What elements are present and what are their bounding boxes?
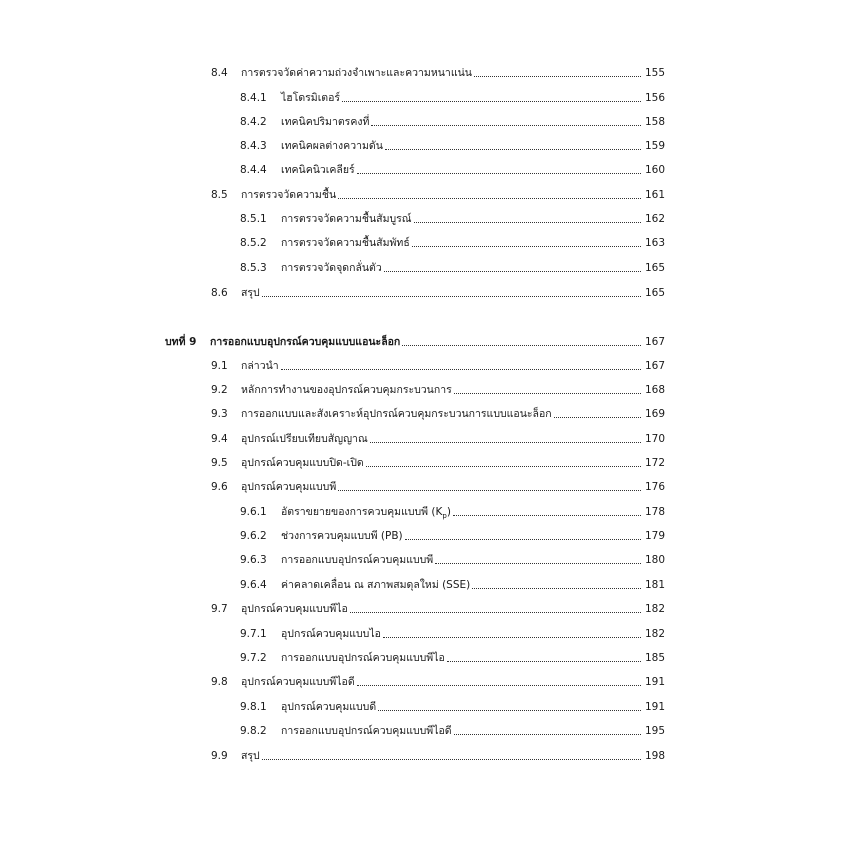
toc-number: 8.4.2: [240, 116, 267, 128]
toc-entry: [211, 669, 665, 689]
toc-entry: [211, 474, 665, 494]
toc-page-number: 165: [644, 262, 665, 274]
dot-leader: [405, 539, 641, 540]
toc-title: เทคนิคนิวเคลียร์: [281, 164, 355, 176]
toc-title: การออกแบบอุปกรณ์ควบคุมแบบพีไอ: [281, 652, 445, 664]
toc-page-number: 160: [644, 164, 665, 176]
dot-leader: [412, 246, 641, 247]
toc-number: 9.6.3: [240, 554, 267, 566]
toc-title: [281, 505, 453, 519]
toc-number: 8.4: [211, 67, 228, 79]
subscript-p: p: [442, 512, 447, 521]
toc-entry: [211, 353, 665, 373]
toc-page-number: 158: [644, 116, 665, 128]
toc-page-number: 163: [644, 237, 665, 249]
toc-page-number: 178: [644, 506, 665, 518]
toc-title: เทคนิคปริมาตรคงที่: [281, 116, 370, 128]
dot-leader: [454, 393, 641, 394]
toc-title: การตรวจวัดความชื้น: [241, 189, 337, 201]
dot-leader: [472, 588, 641, 589]
toc-page-number: 156: [644, 92, 665, 104]
toc-page-number: 176: [644, 481, 665, 493]
toc-page-number: 161: [644, 189, 665, 201]
toc-number: 9.8.2: [240, 725, 267, 737]
toc-entry: [211, 401, 665, 421]
toc-title: อุปกรณ์เปรียบเทียบสัญญาณ: [241, 433, 368, 445]
dot-leader: [370, 442, 641, 443]
dot-leader: [378, 710, 641, 711]
toc-page-number: 167: [644, 336, 665, 348]
toc-chapter-entry: [165, 329, 665, 349]
toc-number: 9.5: [211, 457, 228, 469]
toc-title: อุปกรณ์ควบคุมแบบไอ: [281, 628, 381, 640]
toc-title: อุปกรณ์ควบคุมแบบพีไอดี: [241, 676, 355, 688]
toc-page-number: 191: [644, 676, 665, 688]
toc-entry: [240, 621, 665, 641]
toc-number: 9.3: [211, 408, 228, 420]
toc-entry: [240, 547, 665, 567]
toc-entry: [240, 133, 665, 153]
toc-title: ช่วงการควบคุมแบบพี (PB): [281, 530, 403, 542]
dot-leader: [366, 466, 641, 467]
toc-number: 9.6.2: [240, 530, 267, 542]
dot-leader: [262, 759, 641, 760]
toc-number: 9.2: [211, 384, 228, 396]
toc-title: อุปกรณ์ควบคุมแบบดี: [281, 701, 377, 713]
toc-page-number: 198: [644, 750, 665, 762]
dot-leader: [554, 417, 641, 418]
toc-page-number: 169: [644, 408, 665, 420]
toc-page-number: 191: [644, 701, 665, 713]
toc-page-number: 172: [644, 457, 665, 469]
toc-number: 9.7.2: [240, 652, 267, 664]
toc-page-number: 159: [644, 140, 665, 152]
dot-leader: [435, 563, 641, 564]
toc-page-number: 167: [644, 360, 665, 372]
toc-title: การตรวจวัดจุดกลั่นตัว: [281, 262, 382, 274]
toc-title: อุปกรณ์ควบคุมแบบพีไอ: [241, 603, 348, 615]
toc-entry: [240, 499, 665, 519]
dot-leader: [371, 125, 641, 126]
dot-leader: [454, 734, 641, 735]
toc-entry: [211, 596, 665, 616]
toc-entry: [240, 230, 665, 250]
dot-leader: [447, 661, 641, 662]
dot-leader: [453, 515, 641, 516]
dot-leader: [357, 173, 641, 174]
toc-title: หลักการทำงานของอุปกรณ์ควบคุมกระบวนการ: [241, 384, 452, 396]
toc-title: การตรวจวัดความชื้นสัมบูรณ์: [281, 213, 412, 225]
toc-number: 9.4: [211, 433, 228, 445]
toc-entry: [211, 426, 665, 446]
toc-number: 8.5.1: [240, 213, 267, 225]
dot-leader: [262, 296, 641, 297]
dot-leader: [384, 271, 641, 272]
toc-number: 8.5.3: [240, 262, 267, 274]
toc-number: 8.4.3: [240, 140, 267, 152]
toc-page-number: 179: [644, 530, 665, 542]
toc-number: 9.9: [211, 750, 228, 762]
toc-number: 8.5: [211, 189, 228, 201]
dot-leader: [474, 76, 641, 77]
toc-page-number: 168: [644, 384, 665, 396]
toc-page-number: 180: [644, 554, 665, 566]
toc-entry: [240, 157, 665, 177]
toc-entry: [211, 182, 665, 202]
toc-title: ไฮโดรมิเตอร์: [281, 92, 341, 104]
toc-number: 9.6.1: [240, 506, 267, 518]
toc-number: 8.5.2: [240, 237, 267, 249]
toc-entry: [240, 645, 665, 665]
toc-entry: [240, 85, 665, 105]
chapter-number: บทที่ 9: [165, 336, 197, 348]
toc-page-number: 162: [644, 213, 665, 225]
toc-title: อุปกรณ์ควบคุมแบบปิด-เปิด: [241, 457, 364, 469]
toc-title: การตรวจวัดค่าความถ่วงจำเพาะและความหนาแน่น: [241, 67, 472, 79]
toc-title: อุปกรณ์ควบคุมแบบพี: [241, 481, 337, 493]
dot-leader: [402, 345, 641, 346]
toc-entry: [211, 377, 665, 397]
toc-number: 9.8: [211, 676, 228, 688]
toc-page-number: 195: [644, 725, 665, 737]
toc-title: การออกแบบอุปกรณ์ควบคุมแบบพีไอดี: [281, 725, 452, 737]
toc-page-number: 182: [644, 628, 665, 640]
toc-number: 9.6: [211, 481, 228, 493]
toc-page-number: 165: [644, 287, 665, 299]
dot-leader: [414, 222, 641, 223]
toc-title: การตรวจวัดความชื้นสัมพัทธ์: [281, 237, 410, 249]
toc-number: 9.7.1: [240, 628, 267, 640]
toc-title: สรุป: [241, 750, 260, 762]
toc-title: สรุป: [241, 287, 260, 299]
toc-entry: [240, 572, 665, 592]
toc-title: ค่าคลาดเคลื่อน ณ สภาพสมดุลใหม่ (SSE): [281, 579, 471, 591]
toc-entry: [211, 60, 665, 80]
toc-number: 8.4.4: [240, 164, 267, 176]
toc-entry: [211, 450, 665, 470]
toc-entry: [240, 718, 665, 738]
toc-entry: [240, 523, 665, 543]
toc-page-number: 155: [644, 67, 665, 79]
toc-entry: [240, 206, 665, 226]
toc-number: 9.7: [211, 603, 228, 615]
toc-page-number: 170: [644, 433, 665, 445]
dot-leader: [342, 101, 641, 102]
toc-entry: [211, 280, 665, 300]
toc-number: 9.1: [211, 360, 228, 372]
dot-leader: [281, 369, 641, 370]
toc-title-text: อัตราขยายของการควบคุมแบบพี (K: [281, 506, 443, 518]
toc-page-number: 185: [644, 652, 665, 664]
toc-title: การออกแบบอุปกรณ์ควบคุมแบบพี: [281, 554, 434, 566]
chapter-title: การออกแบบอุปกรณ์ควบคุมแบบแอนะล็อก: [210, 336, 401, 348]
dot-leader: [338, 198, 641, 199]
dot-leader: [350, 612, 641, 613]
dot-leader: [383, 637, 641, 638]
toc-page-number: 182: [644, 603, 665, 615]
dot-leader: [338, 490, 641, 491]
dot-leader: [357, 685, 641, 686]
toc-page-number: 181: [644, 579, 665, 591]
toc-title: การออกแบบและสังเคราะห์อุปกรณ์ควบคุมกระบวนการแบบแอนะล็อก: [241, 408, 552, 420]
toc-number: 8.4.1: [240, 92, 267, 104]
toc-entry: [240, 255, 665, 275]
toc-entry: [211, 743, 665, 763]
toc-title: เทคนิคผลต่างความดัน: [281, 140, 383, 152]
toc-number: 9.8.1: [240, 701, 267, 713]
toc-entry: [240, 109, 665, 129]
toc-number: 8.6: [211, 287, 228, 299]
toc-title-end: ): [446, 506, 451, 518]
toc-title: กล่าวนำ: [241, 360, 279, 372]
dot-leader: [385, 149, 641, 150]
toc-number: 9.6.4: [240, 579, 267, 591]
toc-entry: [240, 694, 665, 714]
